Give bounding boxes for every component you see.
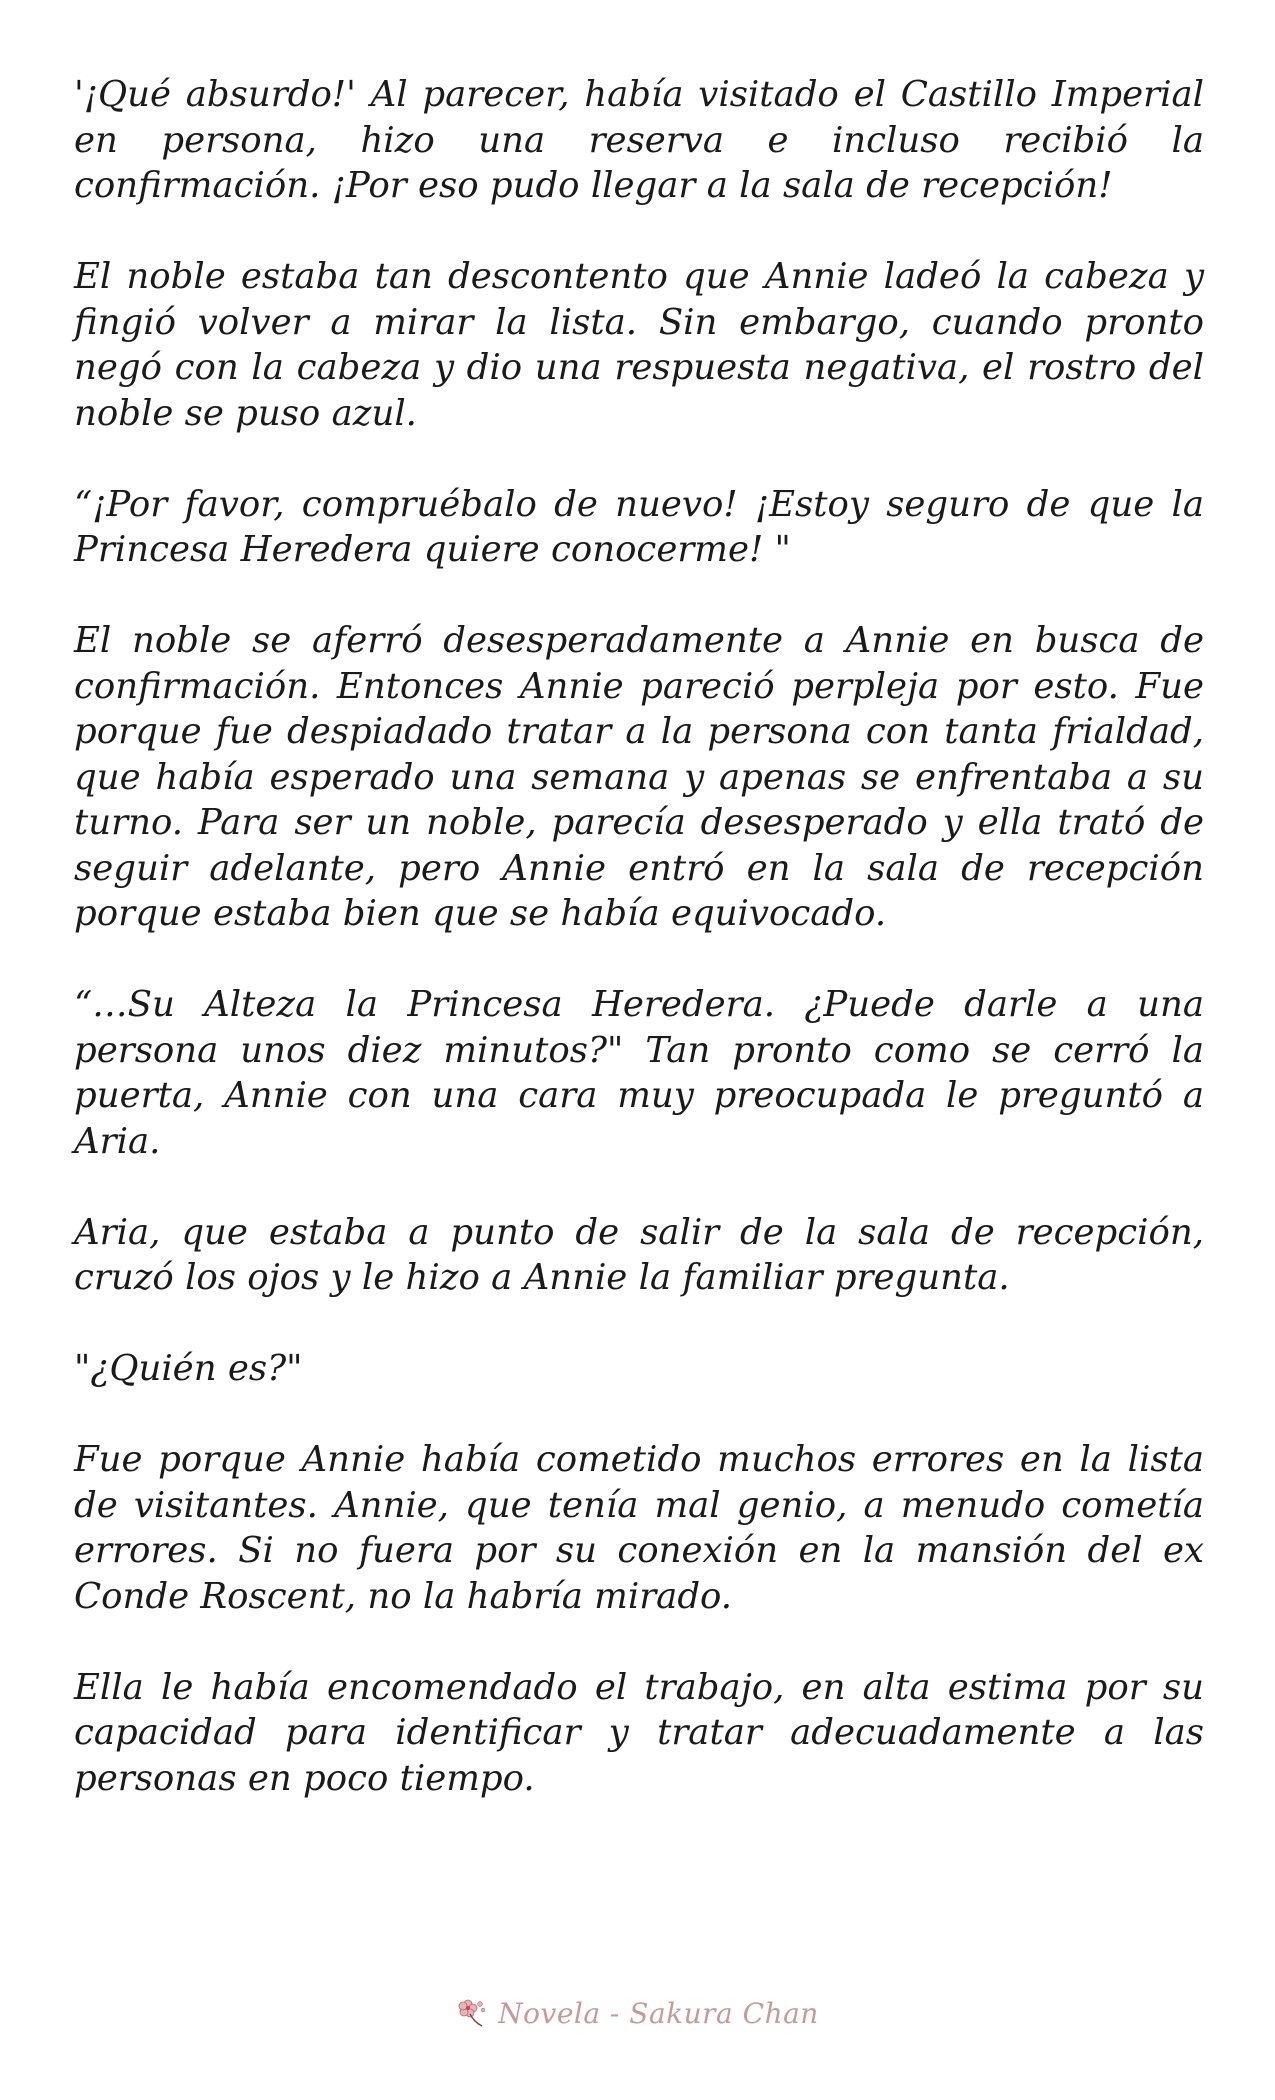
document-body bbox=[74, 72, 1204, 1847]
paragraph-9: Ella le había encomendado el trabajo, en alta estima por su capacidad para identificar y tratar adecuadamente a las personas en poco tiempo. bbox=[74, 1666, 1204, 1799]
watermark-brand: Novela - Sakura Chan bbox=[498, 1996, 819, 2030]
paragraph-6: Aria, que estaba a punto de salir de la sala de recepción, cruzó los ojos y le hizo a Annie la familiar pregunta. bbox=[74, 1211, 1204, 1298]
paragraph-5: “…Su Alteza la Princesa Heredera. ¿Puede darle a una persona unos diez minutos?" Tan pronto como se cerró la puerta, Annie con una cara muy preocupada le preguntó a Aria. bbox=[74, 984, 1204, 1162]
paragraph-7: "¿Quién es?" bbox=[74, 1348, 303, 1389]
paragraph-3: “¡Por favor, compruébalo de nuevo! ¡Estoy seguro de que la Princesa Heredera quiere conocerme! " bbox=[74, 483, 1204, 570]
paragraph-8: Fue porque Annie había cometido muchos errores en la lista de visitantes. Annie, que tenía mal genio, a menudo cometía errores. Si no fuera por su conexión en la mansión del ex Conde Roscent, no la habría mirado. bbox=[74, 1439, 1204, 1617]
paragraph-1: '¡Qué absurdo!' Al parecer, había visitado el Castillo Imperial en persona, hizo una reserva e incluso recibió la confirmación. ¡Por eso pudo llegar a la sala de recepción! bbox=[74, 74, 1204, 206]
cherry-blossom-icon bbox=[456, 1996, 490, 2030]
paragraph-4: El noble se aferró desesperadamente a Annie en busca de confirmación. Entonces Annie pareció perpleja por esto. Fue porque fue despiadado tratar a la persona con tanta frialdad, que había esperado una semana y apenas se enfrentaba a su turno. Para ser un noble, parecía desesperado y ella trató de seguir adelante, pero Annie entró en la sala de recepción porque estaba bien que se había equivocado. bbox=[74, 620, 1204, 934]
paragraph-2: El noble estaba tan descontento que Annie ladeó la cabeza y fingió volver a mirar la lista. Sin embargo, cuando pronto negó con la cabeza y dio una respuesta negativa, el rostro del noble se puso azul. bbox=[74, 256, 1204, 434]
watermark-footer bbox=[0, 1990, 1275, 2036]
